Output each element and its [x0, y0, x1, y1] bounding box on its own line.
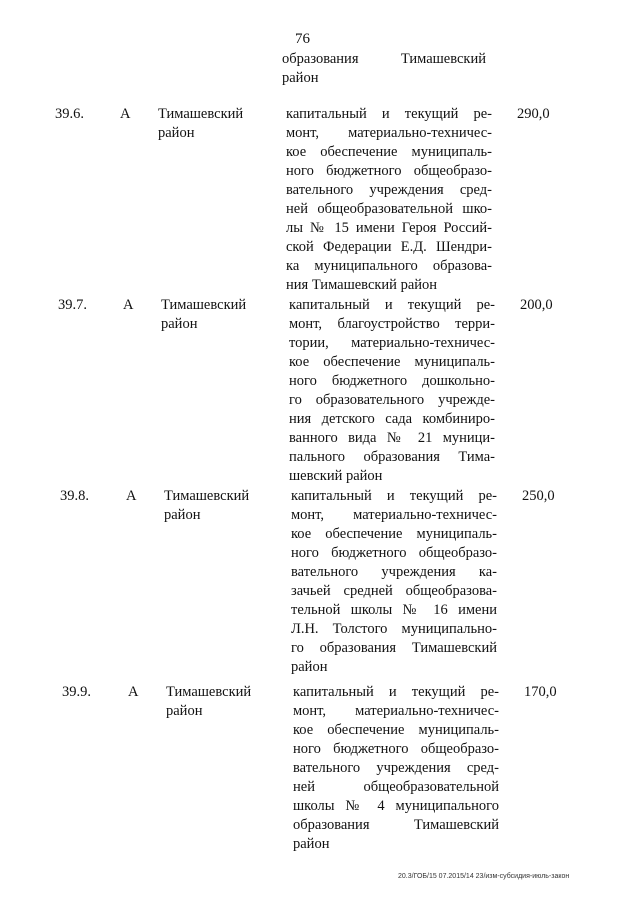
- description-line: монт, благоустройство терри-: [289, 316, 495, 332]
- description-line: шевский район: [289, 468, 383, 484]
- description-line: вательного учреждения ка-: [291, 564, 497, 580]
- description-line: ного бюджетного общеобразо-: [286, 163, 492, 179]
- description-line: вательного учреждения сред-: [286, 182, 492, 198]
- row-amount: 290,0: [517, 106, 550, 122]
- region-line: Тимашевский: [164, 488, 250, 504]
- region-line: Тимашевский: [166, 684, 252, 700]
- description-line: кое обеспечение муниципаль-: [289, 354, 495, 370]
- row-description: [289, 296, 495, 486]
- description-line: тории, материально-техничес-: [289, 335, 495, 351]
- description-line: монт, материально-техничес-: [293, 703, 499, 719]
- row-number: 39.7.: [58, 297, 87, 313]
- row-description: [286, 105, 492, 295]
- description-line: ванного вида № 21 муници-: [289, 430, 495, 446]
- description-line: ской Федерации Е.Д. Шендри-: [286, 239, 492, 255]
- row-region: [158, 105, 268, 143]
- region-line: район: [161, 316, 198, 332]
- description-line: кое обеспечение муниципаль-: [293, 722, 499, 738]
- description-line: капитальный и текущий ре-: [293, 684, 499, 700]
- region-line: Тимашевский: [161, 297, 247, 313]
- description-line: кое обеспечение муниципаль-: [291, 526, 497, 542]
- description-line: район: [291, 659, 328, 675]
- row-category: А: [123, 297, 134, 313]
- description-line: ния Тимашевский район: [286, 277, 438, 293]
- row-description: [291, 487, 497, 677]
- continuation-line-2: район: [282, 70, 319, 86]
- description-line: зачьей средней общеобразова-: [291, 583, 497, 599]
- row-category: А: [128, 684, 139, 700]
- continuation-line-1: [282, 50, 486, 69]
- description-line: го образовательного учрежде-: [289, 392, 495, 408]
- description-line: монт, материально-техничес-: [291, 507, 497, 523]
- description-line: капитальный и текущий ре-: [291, 488, 497, 504]
- row-region: [164, 487, 274, 525]
- description-line: Л.Н. Толстого муниципально-: [291, 621, 497, 637]
- description-line: ка муниципального образова-: [286, 258, 492, 274]
- region-line: район: [166, 703, 203, 719]
- page-number: 76: [295, 31, 310, 47]
- description-line: капитальный и текущий ре-: [286, 106, 492, 122]
- description-line: го образования Тимашевский: [291, 640, 497, 656]
- description-line: район: [293, 836, 330, 852]
- footer-file-path: 20.3/ГОБ/15 07.2015/14 23/изм-субсидия-июль-закон: [398, 873, 570, 880]
- description-line: монт, материально-техничес-: [286, 125, 492, 141]
- description-line: ного бюджетного общеобразо-: [293, 741, 499, 757]
- description-line: образования Тимашевский: [293, 817, 499, 833]
- description-line: капитальный и текущий ре-: [289, 297, 495, 313]
- row-description: [293, 683, 499, 854]
- row-region: [161, 296, 271, 334]
- region-line: район: [158, 125, 195, 141]
- description-line: школы № 4 муниципального: [293, 798, 499, 814]
- description-line: ного бюджетного дошкольно-: [289, 373, 495, 389]
- row-number: 39.6.: [55, 106, 84, 122]
- description-line: ней общеобразовательной шко-: [286, 201, 492, 217]
- row-amount: 200,0: [520, 297, 553, 313]
- row-category: А: [120, 106, 131, 122]
- row-category: А: [126, 488, 137, 504]
- region-line: район: [164, 507, 201, 523]
- continuation-word: Тимашевский: [400, 51, 486, 67]
- row-number: 39.9.: [62, 684, 91, 700]
- description-line: ней общеобразовательной: [293, 779, 499, 795]
- description-line: ния детского сада комбиниро-: [289, 411, 495, 427]
- continuation-word: образования: [282, 51, 359, 67]
- description-line: вательного учреждения сред-: [293, 760, 499, 776]
- region-line: Тимашевский: [158, 106, 244, 122]
- description-line: кое обеспечение муниципаль-: [286, 144, 492, 160]
- row-region: [166, 683, 276, 721]
- description-line: пального образования Тима-: [289, 449, 495, 465]
- description-line: ного бюджетного общеобразо-: [291, 545, 497, 561]
- description-line: лы № 15 имени Героя Россий-: [286, 220, 492, 236]
- row-amount: 170,0: [524, 684, 557, 700]
- description-line: тельной школы № 16 имени: [291, 602, 497, 618]
- row-number: 39.8.: [60, 488, 89, 504]
- row-amount: 250,0: [522, 488, 555, 504]
